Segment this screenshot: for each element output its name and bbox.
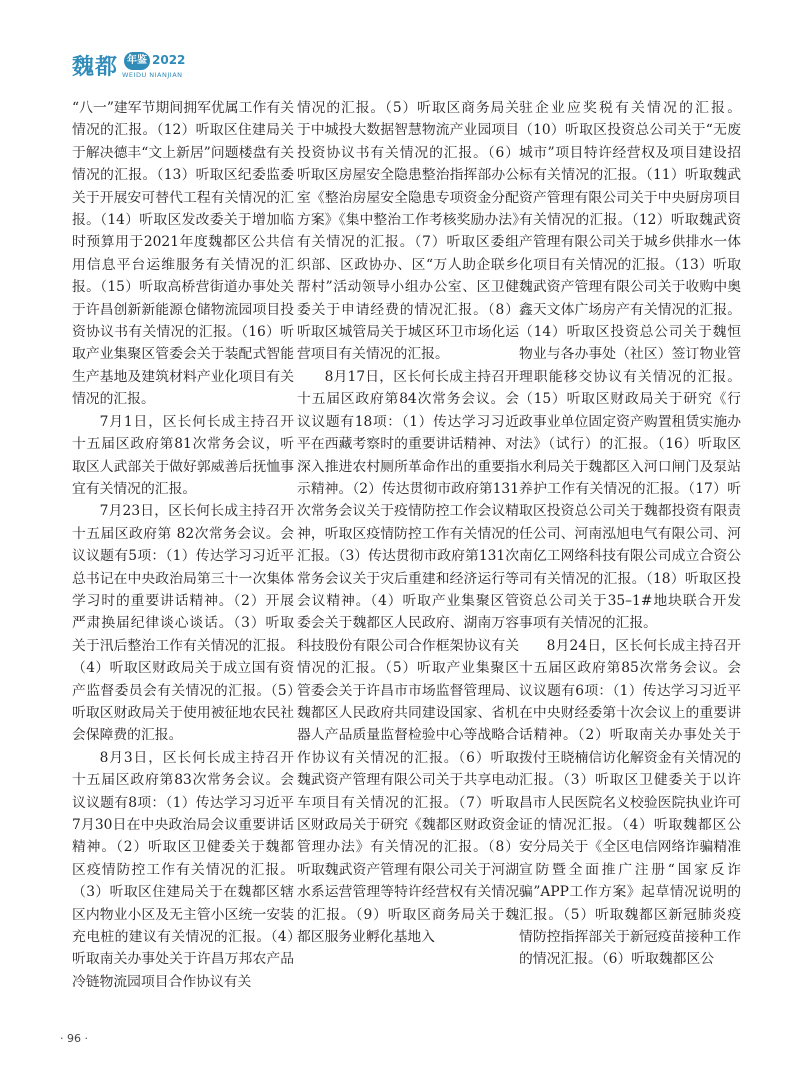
paragraph: 7月23日，区长何长成主持召开十五届区政府第 82次常务会议。会议议题有5项：（1）传达学习习近平总书记在中央政治局第三十一次集体学习时的重要讲话精神。（2）开展严肃换届纪律谈心谈话。（3）听取关于汛后整治工作有关情况的汇报。（4）听取区财政局关于成立国有资产监督委员会有关情况的汇报。（5）听取区财政局关于使用被征地农民社会保障费的汇报。	[72, 503, 294, 744]
yearbook-logo-year: 2022	[152, 53, 186, 67]
paragraph: 7月1日，区长何长成主持召开十五届区政府第81次常务会议，听取区人武部关于做好郭威善后抚恤事宜有关情况的汇报。	[72, 413, 294, 497]
paragraph: “八一”建军节期间拥军优属工作有关情况的汇报。（12）听取区住建局关于解决德丰“文上新居”问题楼盘有关情况的汇报。（13）听取区纪委监委关于开展安可替代工程有关情况的汇报。（14）听取区发改委关于增加临时预算用于2021年度魏都区公共信用信息平台运维服务有关情况的汇报。（15）听取高桥营街道办事处关于许昌创新新能源仓储物流园项目投资协议书有关情况的汇报。（16）听取产业集聚区管委会关于装配式智能生产基地及建筑材料产业化项目有关情况的汇报。	[72, 100, 294, 408]
page-number: · 96 ·	[60, 1032, 88, 1045]
yearbook-logo-subtitle: WEIDU NIANJIAN	[122, 71, 183, 79]
paragraph: 8月24日，区长何长成主持召开十五届区政府第85次常务会议。会议议题有6项：（1）传达学习习近平在中央财经委第十次会议上的重要讲话精神。（2）听取南关办事处关于拨付王晓楠信访化解资金有关情况的汇报。（3）听取区卫健委关于以许昌市人民医院名义校验医院执业许可证的情况汇报。（4）听取魏都区公安分局关于《全区电信网络诈骗精准宣防暨全面推广注册“国家反诈骗”APP工作方案》起草情况说明的汇报。（5）听取魏都区新冠肺炎疫情防控指挥部关于新冠疫苗接种工作的情况汇报。（6）听取魏都区公	[519, 637, 741, 968]
paragraph: 情况的汇报。（5）听取区商务局关于中城投大数据智慧物流产业园项目投资协议书有关情况的汇报。（6）听取区房屋安全隐患整治指挥部办公室《整治房屋安全隐患专项资金分配方案》《集中整治工作考核奖励办法》有关情况的汇报。（7）听取区委组织部、区政协办、区“万人助企联乡帮村”活动领导小组办公室、区卫健委关于申请经费的情况汇报。（8）听取区城管局关于城区环卫市场化运营项目有关情况的汇报。	[297, 100, 519, 363]
text-column-2	[297, 97, 519, 948]
text-column-1	[72, 97, 294, 993]
yearbook-logo-title: 魏都	[72, 55, 119, 80]
paragraph: 8月17日，区长何长成主持召开十五届区政府第84次常务会议。会议议题有18项：（1）传达学习习近平在西藏考察时的重要讲话精神、对深入推进农村厕所革命作出的重要指示精神。（2）传达贯彻市政府第131次常务会议关于疫情防控工作会议精神，听取区疫情防控工作有关情况的汇报。（3）传达贯彻市政府第131次常务会议关于灾后重建和经济运行等会议精神。（4）听取产业集聚区管委会关于魏都区人民政府、湖南万容科技股份有限公司合作框架协议有关情况的汇报。（5）听取产业集聚区管委会关于许昌市市场监督管理局、魏都区人民政府共同建设国家、省机器人产品质量监督检验中心等战略合作协议有关情况的汇报。（6）听取魏武资产管理有限公司关于共享电动车项目有关情况的汇报。（7）听取区财政局关于研究《魏都区财政资金管理办法》有关情况的汇报。（8）听取魏武资产管理有限公司关于河湖水系运营管理等特许经营权有关情况的汇报。（9）听取区商务局关于魏都区服务业孵化基地入	[297, 368, 519, 946]
text-column-3	[519, 97, 741, 971]
yearbook-logo-badge: 年鉴	[124, 52, 150, 70]
paragraph: 驻企业应奖税有关情况的汇报。（10）听取区投资总公司关于“无废城市”项目特许经营权及项目建设招标有关情况的汇报。（11）听取魏武资产管理有限公司关于中央厨房项目有关情况的汇报。（12）听取魏武资产管理有限公司关于城乡供排水一体化项目有关情况的汇报。（13）听取魏武资产管理有限公司关于收购中奥鑫天文体广场房产有关情况的汇报。（14）听取区投资总公司关于魏恒物业与各办事处（社区）签订物业管理职能移交协议有关情况的汇报。（15）听取区财政局关于研究《行政事业单位固定资产购置租赁实施办法》（试行）的汇报。（16）听取区水利局关于魏都区入河口闸门及泵站养护工作有关情况的汇报。（17）听取区投资总公司关于魏都投资有限责任公司、河南泓旭电气有限公司、河南亿工网络科技有限公司成立合资公司有关情况的汇报。（18）听取区投资总公司关于35–1#地块联合开发事项有关情况的汇报。	[519, 100, 741, 632]
paragraph: 8月3日，区长何长成主持召开十五届区政府第83次常务会议。会议议题有8项：（1）传达学习习近平7月30日在中央政治局会议重要讲话精神。（2）听取区卫健委关于魏都区疫情防控工作有关情况的汇报。（3）听取区住建局关于在魏都区辖区内物业小区及无主管小区统一安装充电桩的建议有关情况的汇报。（4）听取南关办事处关于许昌万邦农产品冷链物流园项目合作协议有关	[72, 749, 294, 990]
